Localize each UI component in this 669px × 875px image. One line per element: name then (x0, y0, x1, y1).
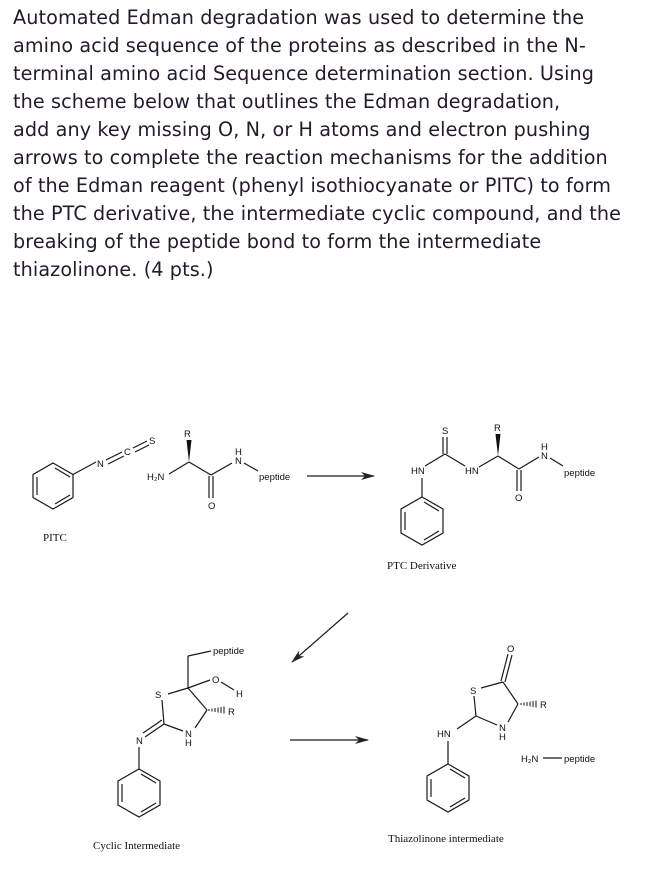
released-peptide: peptide (564, 754, 596, 765)
reactant-peptide: peptide (259, 472, 291, 483)
question-line: thiazolinone. (4 pts.) (13, 258, 214, 281)
cyclic-s: S (155, 690, 162, 701)
cyclic-intermediate-structure (93, 646, 244, 852)
thiazolinone-nh-h: H (499, 732, 506, 743)
released-amine: H₂N (521, 754, 539, 765)
thiazolinone-nh-n: N (499, 723, 506, 734)
question-line: add any key missing O, N, or H atoms and electron pushing (13, 118, 591, 141)
reactant-nh-n: N (235, 456, 242, 467)
ptc-peptide: peptide (564, 468, 596, 479)
cyclic-n-exo: N (136, 736, 143, 747)
ptc-s: S (442, 426, 449, 437)
ptc-nh-n: N (541, 451, 548, 462)
question-line: amino acid sequence of the proteins as described in the N- (13, 34, 586, 57)
thiazolinone-label: Thiazolinone intermediate (388, 833, 504, 845)
ptc-nh-h: H (541, 442, 548, 453)
thiazolinone-r: R (540, 700, 547, 711)
pitc-label: PITC (43, 532, 67, 544)
question-line: the PTC derivative, the intermediate cyclic compound, and the (13, 202, 622, 225)
question-line: terminal amino acid Sequence determination section. Using (13, 62, 595, 85)
cyclic-h: H (236, 689, 243, 700)
released-peptide-structure (521, 754, 595, 765)
question-line: the scheme below that outlines the Edman degradation, (13, 90, 561, 113)
thiazolinone-structure (388, 644, 547, 845)
reaction-arrow-2 (292, 613, 348, 662)
thiazolinone-o: O (507, 644, 515, 655)
pitc-structure (33, 436, 155, 544)
peptide-reactant-structure (147, 429, 290, 512)
cyclic-nh-h: H (185, 738, 192, 749)
cyclic-nh-n: N (185, 729, 192, 740)
question-line: Automated Edman degradation was used to determine the (13, 6, 585, 29)
cyclic-label: Cyclic Intermediate (93, 840, 181, 852)
ptc-hn2: HN (465, 466, 479, 477)
cyclic-o: O (212, 675, 220, 686)
reactant-r: R (184, 429, 191, 440)
ptc-derivative-structure (387, 423, 595, 572)
reactant-o: O (208, 501, 216, 512)
pitc-s: S (149, 436, 156, 447)
thiazolinone-hn: HN (437, 729, 451, 740)
pitc-n: N (97, 459, 104, 470)
question-line: of the Edman reagent (phenyl isothiocyanate or PITC) to form (13, 174, 612, 197)
ptc-r: R (494, 423, 501, 434)
reactant-amine: H₂N (147, 472, 165, 483)
question-line: breaking of the peptide bond to form the intermediate (13, 230, 542, 253)
ptc-hn1: HN (411, 466, 425, 477)
reactant-nh-h: H (235, 447, 242, 458)
pitc-c: C (124, 447, 131, 458)
ptc-label: PTC Derivative (387, 560, 457, 572)
ptc-o: O (515, 493, 523, 504)
cyclic-r: R (228, 707, 235, 718)
cyclic-peptide: peptide (213, 646, 245, 657)
question-line: arrows to complete the reaction mechanisms for the addition (13, 146, 608, 169)
thiazolinone-s: S (470, 686, 477, 697)
